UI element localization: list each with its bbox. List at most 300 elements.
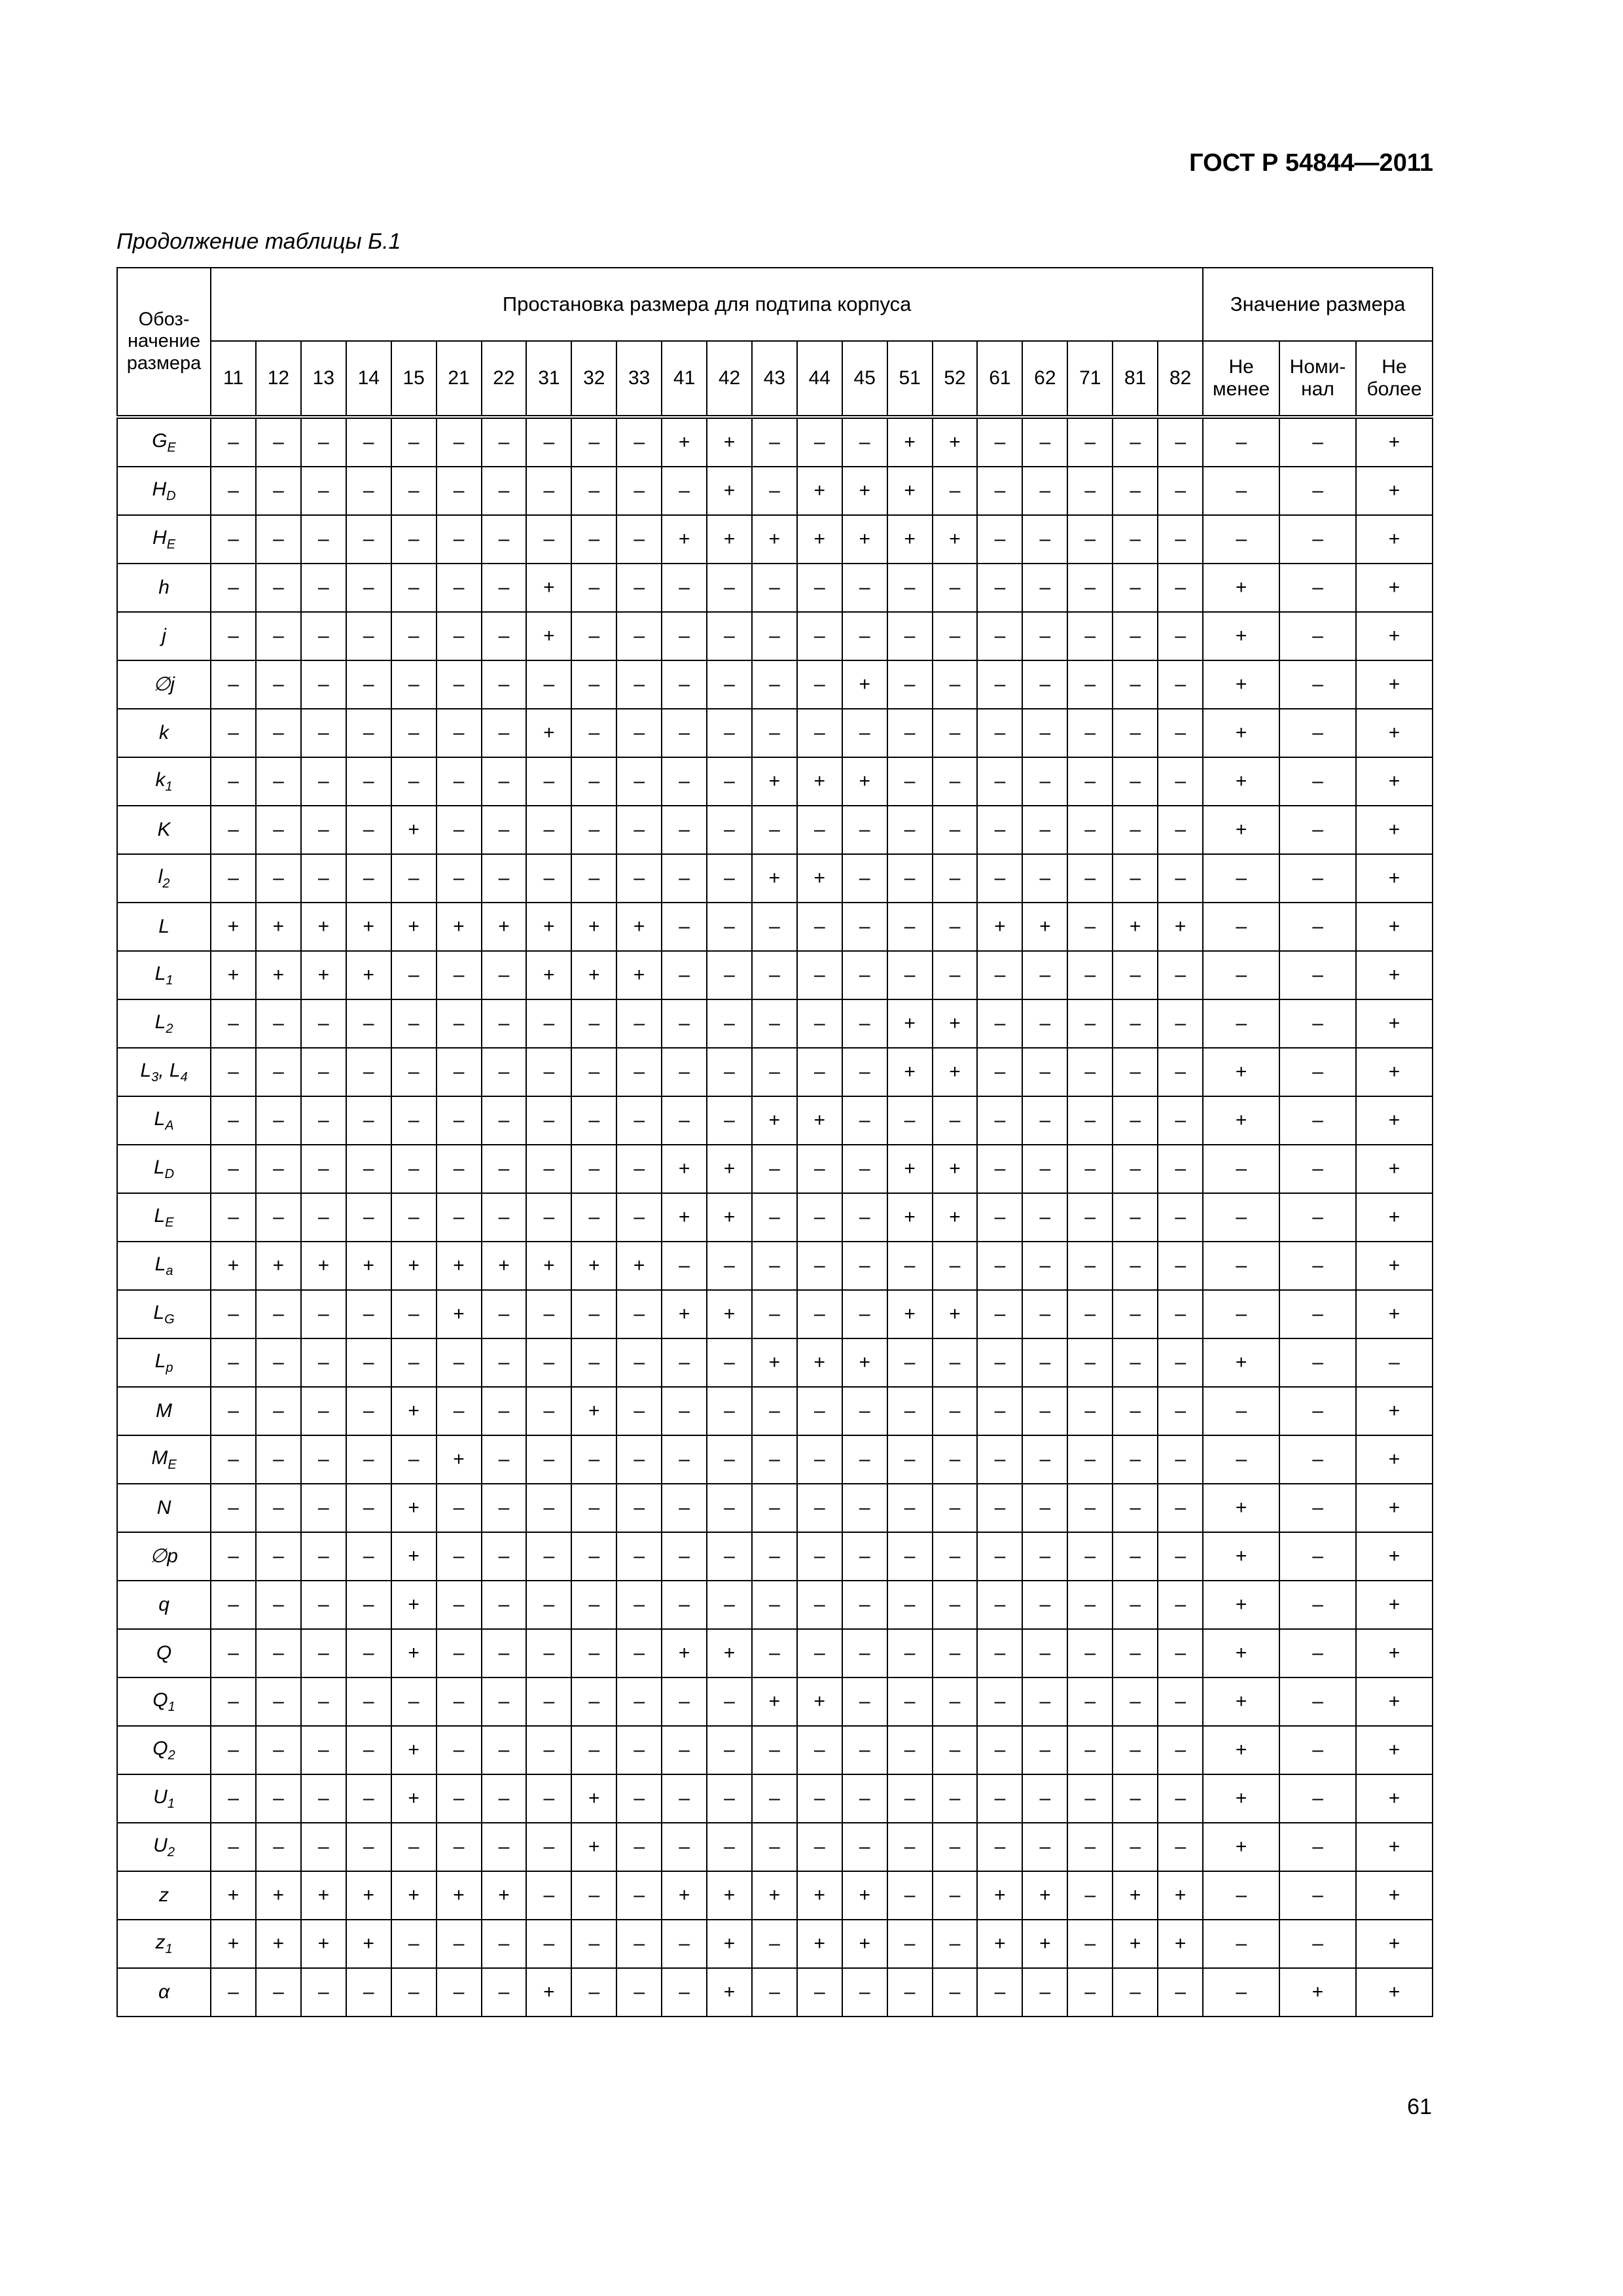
placement-cell: – bbox=[662, 1387, 707, 1435]
row-designation bbox=[117, 660, 211, 709]
table-caption: Продолжение таблицы Б.1 bbox=[116, 229, 401, 254]
placement-cell: – bbox=[482, 1532, 527, 1581]
row-designation bbox=[117, 1871, 211, 1920]
placement-cell: – bbox=[1158, 1193, 1203, 1242]
placement-cell: – bbox=[616, 806, 662, 854]
placement-cell: – bbox=[391, 467, 437, 515]
placement-cell: – bbox=[1158, 1581, 1203, 1629]
value-cell: + bbox=[1203, 1338, 1279, 1387]
placement-cell: + bbox=[842, 757, 887, 806]
placement-cell: + bbox=[391, 1484, 437, 1532]
row-designation bbox=[117, 806, 211, 854]
placement-cell: – bbox=[346, 1581, 391, 1629]
value-cell: + bbox=[1203, 660, 1279, 709]
size-designation-table bbox=[116, 267, 1433, 2017]
value-cell: – bbox=[1279, 1242, 1356, 1290]
value-cell: – bbox=[1279, 417, 1356, 467]
placement-cell: + bbox=[437, 1242, 482, 1290]
designation-main: L bbox=[154, 962, 166, 984]
placement-cell: – bbox=[1067, 1774, 1113, 1823]
placement-cell: – bbox=[437, 709, 482, 757]
placement-cell: – bbox=[887, 1726, 933, 1774]
placement-cell: + bbox=[797, 1338, 842, 1387]
placement-cell: – bbox=[933, 757, 978, 806]
placement-cell: – bbox=[707, 1774, 752, 1823]
placement-cell: + bbox=[933, 1290, 978, 1338]
table-row bbox=[117, 1968, 1433, 2017]
header-subtype: 61 bbox=[977, 341, 1022, 417]
placement-cell: – bbox=[662, 660, 707, 709]
placement-cell: – bbox=[707, 854, 752, 903]
placement-cell: – bbox=[301, 1096, 346, 1145]
placement-cell: – bbox=[1067, 1193, 1113, 1242]
placement-cell: + bbox=[391, 806, 437, 854]
placement-cell: – bbox=[797, 417, 842, 467]
placement-cell: – bbox=[842, 806, 887, 854]
value-cell: + bbox=[1203, 1823, 1279, 1871]
placement-cell: – bbox=[797, 1726, 842, 1774]
placement-cell: – bbox=[797, 564, 842, 612]
placement-cell: – bbox=[1067, 660, 1113, 709]
placement-cell: – bbox=[346, 1193, 391, 1242]
placement-cell: – bbox=[211, 1532, 256, 1581]
placement-cell: – bbox=[707, 757, 752, 806]
placement-cell: – bbox=[211, 1096, 256, 1145]
placement-cell: – bbox=[797, 660, 842, 709]
placement-cell: – bbox=[1067, 1242, 1113, 1290]
placement-cell: – bbox=[977, 417, 1022, 467]
row-designation bbox=[117, 1145, 211, 1193]
placement-cell: – bbox=[662, 612, 707, 660]
placement-cell: – bbox=[482, 1484, 527, 1532]
row-designation bbox=[117, 612, 211, 660]
placement-cell: – bbox=[1067, 1387, 1113, 1435]
placement-cell: + bbox=[933, 515, 978, 564]
designation-sub: E bbox=[167, 440, 176, 455]
row-designation bbox=[117, 1629, 211, 1677]
placement-cell: – bbox=[1158, 1484, 1203, 1532]
placement-cell: – bbox=[437, 1484, 482, 1532]
value-cell: – bbox=[1279, 999, 1356, 1048]
placement-cell: – bbox=[301, 1677, 346, 1726]
designation-sub: D bbox=[164, 1166, 175, 1181]
placement-cell: – bbox=[662, 1581, 707, 1629]
placement-cell: – bbox=[1158, 467, 1203, 515]
placement-cell: – bbox=[1022, 515, 1067, 564]
placement-cell: – bbox=[346, 1532, 391, 1581]
placement-cell: – bbox=[707, 1435, 752, 1484]
placement-cell: + bbox=[526, 903, 571, 951]
placement-cell: + bbox=[211, 1871, 256, 1920]
value-cell: + bbox=[1203, 1581, 1279, 1629]
row-designation bbox=[117, 1677, 211, 1726]
placement-cell: + bbox=[707, 1920, 752, 1968]
table-row bbox=[117, 1096, 1433, 1145]
placement-cell: – bbox=[482, 1581, 527, 1629]
value-cell: + bbox=[1356, 1677, 1433, 1726]
placement-cell: – bbox=[1113, 854, 1158, 903]
placement-cell: – bbox=[571, 1435, 616, 1484]
placement-cell: – bbox=[482, 467, 527, 515]
table-row bbox=[117, 951, 1433, 999]
value-cell: + bbox=[1356, 1823, 1433, 1871]
placement-cell: – bbox=[1113, 660, 1158, 709]
placement-cell: – bbox=[346, 1435, 391, 1484]
placement-cell: + bbox=[662, 1629, 707, 1677]
placement-cell: – bbox=[437, 1629, 482, 1677]
placement-cell: – bbox=[616, 1677, 662, 1726]
placement-cell: – bbox=[1067, 1581, 1113, 1629]
placement-cell: – bbox=[346, 1774, 391, 1823]
placement-cell: – bbox=[346, 1726, 391, 1774]
placement-cell: – bbox=[933, 854, 978, 903]
placement-cell: – bbox=[571, 1968, 616, 2017]
placement-cell: – bbox=[1113, 709, 1158, 757]
placement-cell: – bbox=[482, 1290, 527, 1338]
header-subtype: 42 bbox=[707, 341, 752, 417]
header-subtype: 71 bbox=[1067, 341, 1113, 417]
placement-cell: + bbox=[616, 951, 662, 999]
row-designation bbox=[117, 1290, 211, 1338]
header-subtype: 21 bbox=[437, 341, 482, 417]
placement-cell: – bbox=[526, 660, 571, 709]
designation-main: M bbox=[151, 1446, 168, 1469]
placement-cell: + bbox=[752, 515, 797, 564]
placement-cell: – bbox=[571, 1532, 616, 1581]
placement-cell: – bbox=[301, 1581, 346, 1629]
placement-cell: – bbox=[437, 612, 482, 660]
placement-cell: + bbox=[482, 1871, 527, 1920]
placement-cell: – bbox=[1022, 1387, 1067, 1435]
placement-cell: – bbox=[707, 1387, 752, 1435]
placement-cell: – bbox=[301, 1048, 346, 1096]
placement-cell: + bbox=[887, 1048, 933, 1096]
placement-cell: – bbox=[933, 806, 978, 854]
placement-cell: – bbox=[1067, 515, 1113, 564]
header-placement-group: Простановка размера для подтипа корпуса bbox=[211, 268, 1203, 341]
placement-cell: – bbox=[1022, 1435, 1067, 1484]
placement-cell: – bbox=[616, 467, 662, 515]
placement-cell: – bbox=[1158, 951, 1203, 999]
designation-sub: G bbox=[164, 1312, 175, 1327]
placement-cell: – bbox=[887, 1774, 933, 1823]
placement-cell: – bbox=[1067, 564, 1113, 612]
placement-cell: – bbox=[391, 1048, 437, 1096]
placement-cell: – bbox=[482, 1774, 527, 1823]
placement-cell: – bbox=[346, 1096, 391, 1145]
placement-cell: – bbox=[1067, 1726, 1113, 1774]
placement-cell: – bbox=[842, 1774, 887, 1823]
value-cell: – bbox=[1203, 1968, 1279, 2017]
placement-cell: – bbox=[662, 1096, 707, 1145]
placement-cell: + bbox=[933, 999, 978, 1048]
placement-cell: + bbox=[662, 515, 707, 564]
placement-cell: – bbox=[571, 1629, 616, 1677]
placement-cell: – bbox=[346, 660, 391, 709]
placement-cell: – bbox=[1113, 1581, 1158, 1629]
placement-cell: – bbox=[1022, 1193, 1067, 1242]
designation-main: h bbox=[158, 576, 169, 598]
designation-main: U bbox=[153, 1834, 168, 1856]
placement-cell: – bbox=[211, 757, 256, 806]
placement-cell: – bbox=[1022, 1532, 1067, 1581]
placement-cell: – bbox=[887, 1629, 933, 1677]
placement-cell: – bbox=[1022, 1677, 1067, 1726]
placement-cell: – bbox=[1158, 1048, 1203, 1096]
placement-cell: – bbox=[1067, 612, 1113, 660]
placement-cell: – bbox=[887, 1532, 933, 1581]
placement-cell: – bbox=[977, 467, 1022, 515]
header-subtype: 22 bbox=[482, 341, 527, 417]
value-cell: + bbox=[1356, 1387, 1433, 1435]
value-cell: + bbox=[1203, 1484, 1279, 1532]
placement-cell: – bbox=[662, 1920, 707, 1968]
table-row bbox=[117, 1629, 1433, 1677]
placement-cell: – bbox=[977, 1290, 1022, 1338]
placement-cell: – bbox=[211, 1774, 256, 1823]
placement-cell: – bbox=[482, 1387, 527, 1435]
placement-cell: – bbox=[301, 1387, 346, 1435]
placement-cell: – bbox=[211, 709, 256, 757]
placement-cell: + bbox=[662, 1145, 707, 1193]
placement-cell: + bbox=[437, 1290, 482, 1338]
placement-cell: – bbox=[1022, 1484, 1067, 1532]
value-cell: + bbox=[1356, 1920, 1433, 1968]
placement-cell: + bbox=[1113, 1920, 1158, 1968]
placement-cell: – bbox=[391, 1096, 437, 1145]
placement-cell: – bbox=[933, 612, 978, 660]
placement-cell: – bbox=[842, 709, 887, 757]
row-designation bbox=[117, 1726, 211, 1774]
placement-cell: – bbox=[571, 1096, 616, 1145]
designation-main: ∅p bbox=[150, 1545, 178, 1567]
placement-cell: – bbox=[752, 1581, 797, 1629]
value-cell: + bbox=[1356, 612, 1433, 660]
placement-cell: – bbox=[797, 903, 842, 951]
placement-cell: – bbox=[391, 417, 437, 467]
placement-cell: – bbox=[211, 1048, 256, 1096]
placement-cell: + bbox=[752, 1871, 797, 1920]
table-row bbox=[117, 1871, 1433, 1920]
placement-cell: – bbox=[1113, 1774, 1158, 1823]
table-row bbox=[117, 417, 1433, 467]
placement-cell: – bbox=[752, 903, 797, 951]
placement-cell: – bbox=[707, 1048, 752, 1096]
placement-cell: – bbox=[256, 1338, 301, 1387]
placement-cell: – bbox=[571, 660, 616, 709]
designation-main: L bbox=[153, 1156, 165, 1178]
value-cell: – bbox=[1279, 1823, 1356, 1871]
designation-main: L bbox=[158, 915, 169, 937]
placement-cell: + bbox=[346, 951, 391, 999]
placement-cell: – bbox=[1158, 709, 1203, 757]
placement-cell: – bbox=[391, 757, 437, 806]
value-cell: + bbox=[1356, 467, 1433, 515]
placement-cell: – bbox=[256, 806, 301, 854]
placement-cell: – bbox=[211, 806, 256, 854]
placement-cell: – bbox=[526, 417, 571, 467]
value-cell: – bbox=[1279, 1096, 1356, 1145]
value-cell: – bbox=[1279, 1145, 1356, 1193]
placement-cell: – bbox=[1067, 1677, 1113, 1726]
placement-cell: + bbox=[346, 1242, 391, 1290]
placement-cell: – bbox=[752, 951, 797, 999]
placement-cell: – bbox=[1067, 999, 1113, 1048]
placement-cell: – bbox=[1158, 660, 1203, 709]
placement-cell: – bbox=[571, 709, 616, 757]
placement-cell: – bbox=[1067, 1532, 1113, 1581]
value-cell: + bbox=[1356, 1484, 1433, 1532]
row-designation bbox=[117, 564, 211, 612]
table-row bbox=[117, 1242, 1433, 1290]
placement-cell: + bbox=[211, 903, 256, 951]
placement-cell: – bbox=[842, 854, 887, 903]
placement-cell: – bbox=[1113, 1484, 1158, 1532]
placement-cell: – bbox=[301, 709, 346, 757]
placement-cell: – bbox=[256, 1193, 301, 1242]
value-cell: – bbox=[1203, 1193, 1279, 1242]
placement-cell: – bbox=[1158, 1629, 1203, 1677]
value-cell: – bbox=[1279, 467, 1356, 515]
value-cell: + bbox=[1203, 1774, 1279, 1823]
table-row bbox=[117, 999, 1433, 1048]
placement-cell: – bbox=[616, 1629, 662, 1677]
placement-cell: – bbox=[616, 1774, 662, 1823]
designation-main: G bbox=[152, 429, 168, 452]
placement-cell: – bbox=[616, 1968, 662, 2017]
placement-cell: – bbox=[1113, 1387, 1158, 1435]
placement-cell: – bbox=[346, 612, 391, 660]
placement-cell: – bbox=[391, 1823, 437, 1871]
placement-cell: – bbox=[662, 709, 707, 757]
placement-cell: – bbox=[616, 1193, 662, 1242]
placement-cell: – bbox=[1067, 1823, 1113, 1871]
placement-cell: – bbox=[526, 1193, 571, 1242]
table-row bbox=[117, 1435, 1433, 1484]
value-cell: – bbox=[1279, 709, 1356, 757]
value-cell: – bbox=[1203, 1435, 1279, 1484]
placement-cell: – bbox=[1067, 1920, 1113, 1968]
placement-cell: – bbox=[933, 467, 978, 515]
header-subtype: 31 bbox=[526, 341, 571, 417]
placement-cell: – bbox=[887, 1677, 933, 1726]
designation-sub: a bbox=[166, 1263, 173, 1278]
placement-cell: – bbox=[797, 1242, 842, 1290]
designation-sub: A bbox=[165, 1118, 174, 1133]
header-subtype: 45 bbox=[842, 341, 887, 417]
value-cell: – bbox=[1279, 757, 1356, 806]
placement-cell: – bbox=[346, 1048, 391, 1096]
placement-cell: – bbox=[752, 417, 797, 467]
placement-cell: – bbox=[707, 1823, 752, 1871]
placement-cell: + bbox=[301, 951, 346, 999]
placement-cell: – bbox=[571, 1145, 616, 1193]
table-row bbox=[117, 854, 1433, 903]
placement-cell: + bbox=[391, 1726, 437, 1774]
placement-cell: + bbox=[662, 1290, 707, 1338]
header-subtype: 43 bbox=[752, 341, 797, 417]
placement-cell: + bbox=[977, 903, 1022, 951]
placement-cell: – bbox=[977, 1629, 1022, 1677]
value-cell: – bbox=[1203, 467, 1279, 515]
placement-cell: – bbox=[662, 1435, 707, 1484]
placement-cell: – bbox=[797, 806, 842, 854]
placement-cell: – bbox=[616, 999, 662, 1048]
value-cell: + bbox=[1203, 564, 1279, 612]
placement-cell: – bbox=[616, 1096, 662, 1145]
placement-cell: – bbox=[1067, 467, 1113, 515]
placement-cell: + bbox=[707, 515, 752, 564]
placement-cell: – bbox=[752, 1435, 797, 1484]
placement-cell: – bbox=[616, 1435, 662, 1484]
placement-cell: – bbox=[752, 1823, 797, 1871]
designation-sub-2: 4 bbox=[180, 1069, 188, 1085]
placement-cell: – bbox=[842, 1484, 887, 1532]
placement-cell: – bbox=[616, 1387, 662, 1435]
placement-cell: – bbox=[1113, 467, 1158, 515]
placement-cell: – bbox=[977, 1096, 1022, 1145]
placement-cell: – bbox=[571, 1871, 616, 1920]
row-designation bbox=[117, 1920, 211, 1968]
placement-cell: + bbox=[391, 1774, 437, 1823]
placement-cell: – bbox=[662, 951, 707, 999]
placement-cell: – bbox=[842, 951, 887, 999]
placement-cell: – bbox=[616, 612, 662, 660]
placement-cell: + bbox=[752, 854, 797, 903]
placement-cell: – bbox=[1022, 1823, 1067, 1871]
header-subtype: 52 bbox=[933, 341, 978, 417]
placement-cell: – bbox=[571, 1920, 616, 1968]
placement-cell: – bbox=[977, 1484, 1022, 1532]
placement-cell: – bbox=[752, 806, 797, 854]
placement-cell: + bbox=[933, 1048, 978, 1096]
placement-cell: – bbox=[1067, 903, 1113, 951]
placement-cell: – bbox=[752, 660, 797, 709]
placement-cell: – bbox=[482, 999, 527, 1048]
placement-cell: – bbox=[211, 564, 256, 612]
placement-cell: – bbox=[842, 1629, 887, 1677]
placement-cell: – bbox=[256, 854, 301, 903]
designation-main: K bbox=[157, 818, 171, 840]
placement-cell: + bbox=[1158, 1871, 1203, 1920]
placement-cell: – bbox=[1113, 417, 1158, 467]
placement-cell: – bbox=[301, 417, 346, 467]
placement-cell: – bbox=[256, 1629, 301, 1677]
designation-main: N bbox=[156, 1496, 171, 1518]
placement-cell: + bbox=[752, 1338, 797, 1387]
placement-cell: – bbox=[301, 1629, 346, 1677]
value-cell: + bbox=[1203, 1677, 1279, 1726]
placement-cell: – bbox=[391, 1338, 437, 1387]
designation-main: L bbox=[153, 1301, 165, 1323]
placement-cell: – bbox=[346, 467, 391, 515]
placement-cell: – bbox=[211, 612, 256, 660]
placement-cell: – bbox=[933, 564, 978, 612]
value-cell: – bbox=[1279, 515, 1356, 564]
placement-cell: – bbox=[616, 515, 662, 564]
placement-cell: – bbox=[301, 757, 346, 806]
placement-cell: – bbox=[526, 806, 571, 854]
placement-cell: + bbox=[616, 1242, 662, 1290]
placement-cell: – bbox=[482, 564, 527, 612]
header-subtype: 32 bbox=[571, 341, 616, 417]
placement-cell: + bbox=[526, 1242, 571, 1290]
placement-cell: – bbox=[256, 757, 301, 806]
placement-cell: – bbox=[752, 1726, 797, 1774]
table-row bbox=[117, 1387, 1433, 1435]
value-cell: – bbox=[1356, 1338, 1433, 1387]
placement-cell: – bbox=[1113, 757, 1158, 806]
